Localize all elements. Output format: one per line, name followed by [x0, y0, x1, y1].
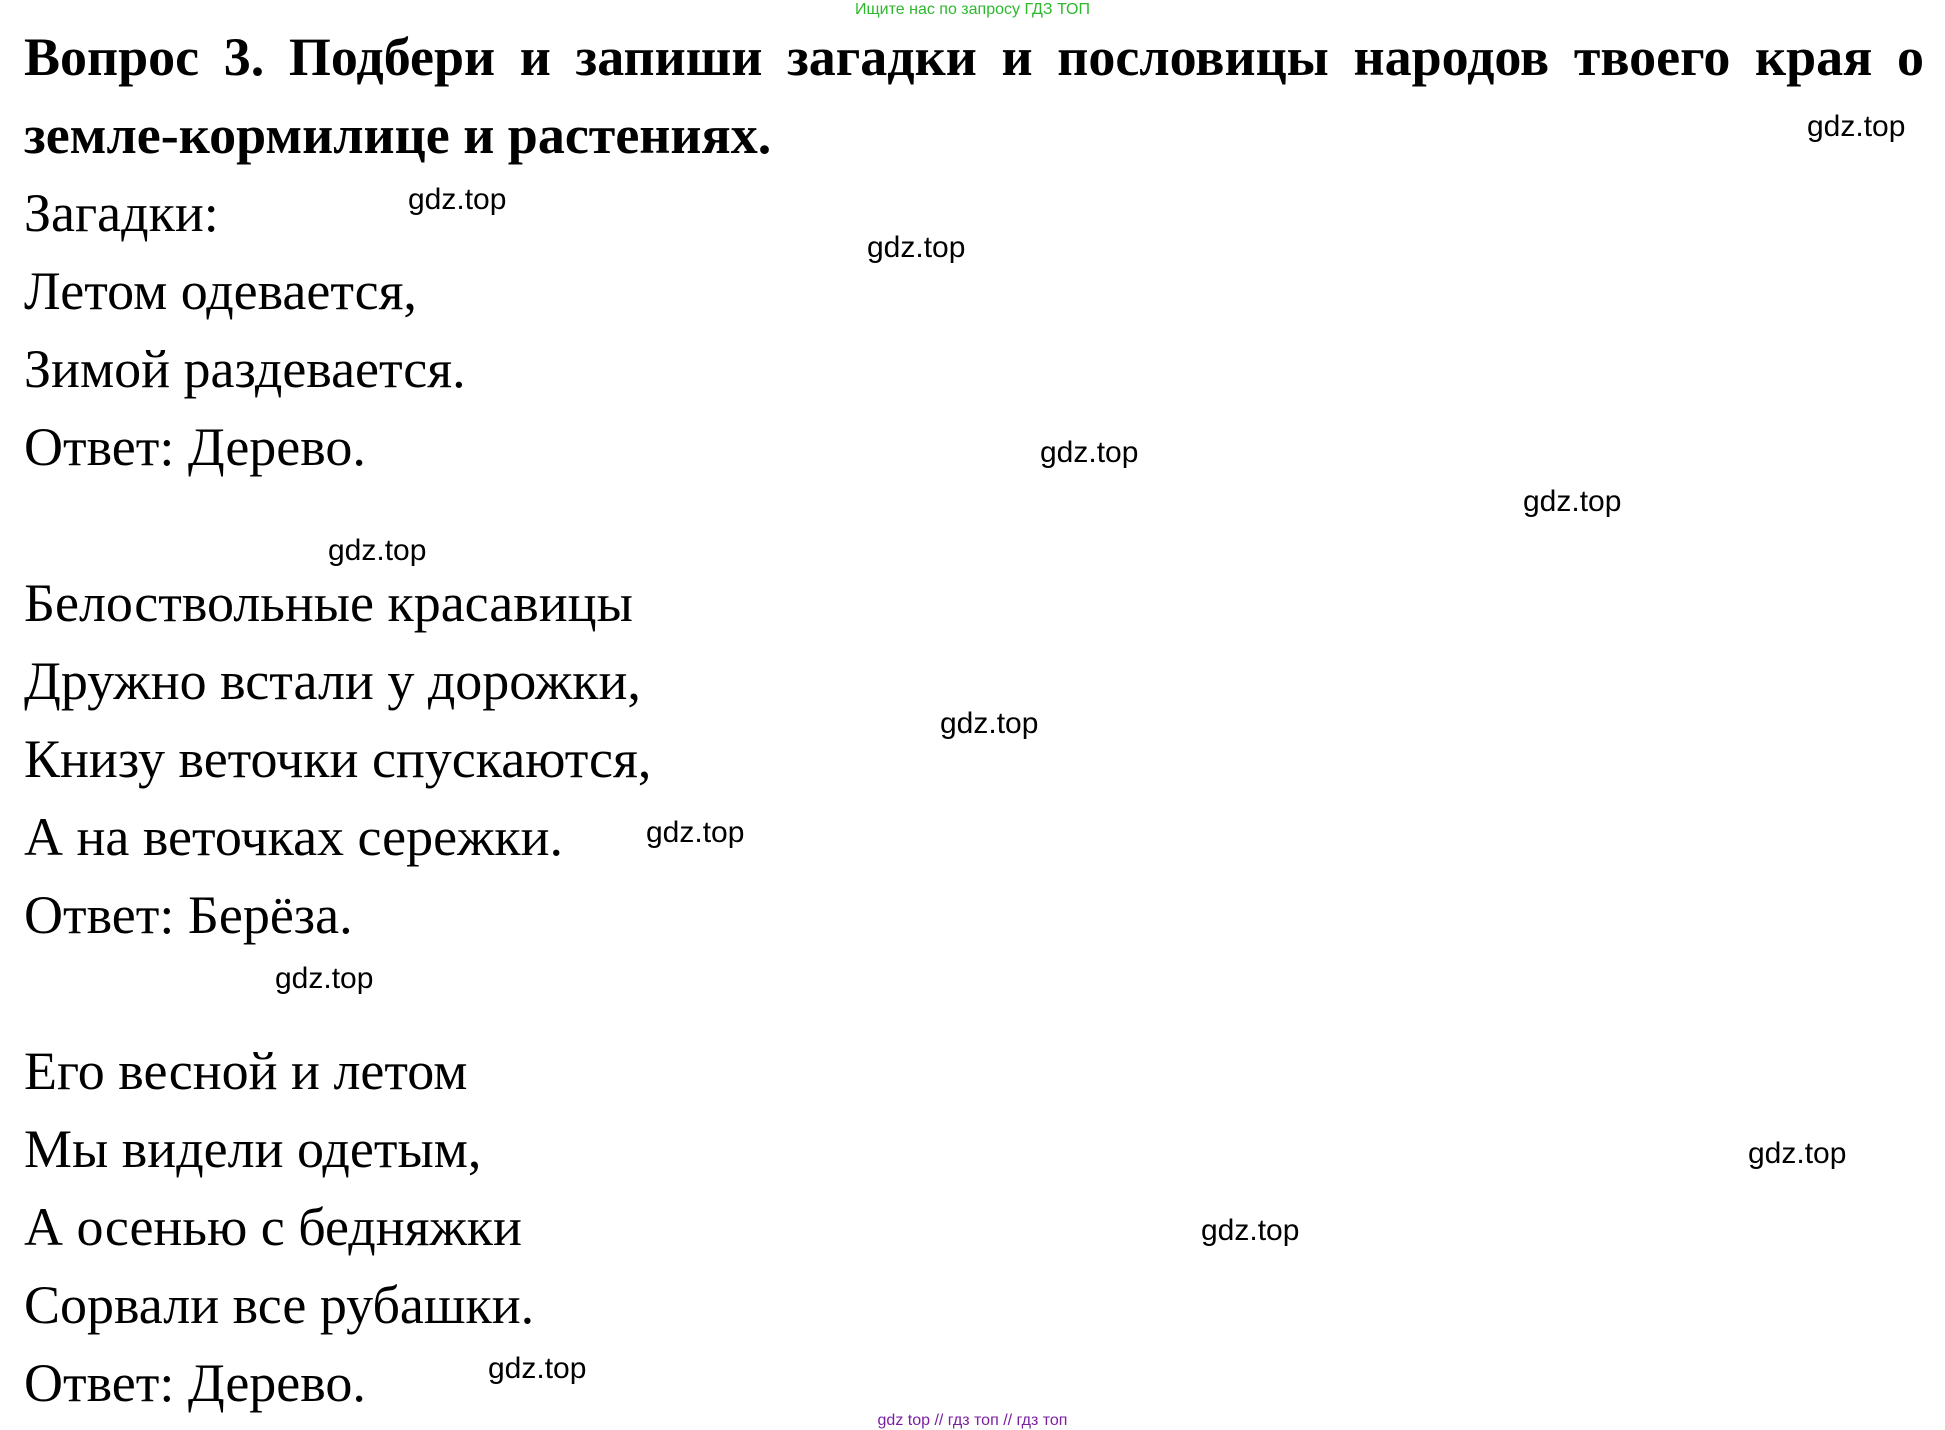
watermark: gdz.top	[488, 1352, 587, 1385]
watermark: gdz.top	[940, 707, 1039, 740]
question-text: Вопрос 3. Подбери и запиши загадки и пословицы народов твоего края о земле-кормилице и растениях.	[24, 27, 1924, 165]
watermark: gdz.top	[408, 183, 507, 216]
riddle3-line: А осенью с бедняжки	[24, 1197, 522, 1257]
riddle3-line: Мы видели одетым,	[24, 1119, 482, 1179]
riddle1-line: Летом одевается,	[24, 261, 417, 321]
riddle3-answer: Ответ: Дерево.	[24, 1353, 366, 1413]
spacer	[24, 486, 1924, 564]
watermark: gdz.top	[646, 816, 745, 849]
riddle2-line: А на веточках сережки.	[24, 807, 564, 867]
watermark: gdz.top	[328, 534, 427, 567]
site-footer: gdz top // гдз топ // гдз топ	[877, 1412, 1068, 1429]
riddle1-answer: Ответ: Дерево.	[24, 417, 366, 477]
riddle2-line: Дружно встали у дорожки,	[24, 651, 641, 711]
watermark: gdz.top	[1040, 436, 1139, 469]
riddle2-line: Книзу веточки спускаются,	[24, 729, 652, 789]
watermark: gdz.top	[867, 231, 966, 264]
riddle3-line: Сорвали все рубашки.	[24, 1275, 535, 1335]
watermark: gdz.top	[1807, 110, 1906, 143]
watermark: gdz.top	[1201, 1214, 1300, 1247]
watermark: gdz.top	[1523, 485, 1622, 518]
riddles-heading: Загадки:	[24, 183, 219, 243]
watermark: gdz.top	[275, 962, 374, 995]
riddle2-line: Белоствольные красавицы	[24, 573, 633, 633]
watermark: gdz.top	[1748, 1137, 1847, 1170]
riddle1-line: Зимой раздевается.	[24, 339, 466, 399]
site-banner: Ищите нас по запросу ГДЗ ТОП	[855, 1, 1090, 18]
riddle3-line: Его весной и летом	[24, 1041, 468, 1101]
riddle2-answer: Ответ: Берёза.	[24, 885, 353, 945]
